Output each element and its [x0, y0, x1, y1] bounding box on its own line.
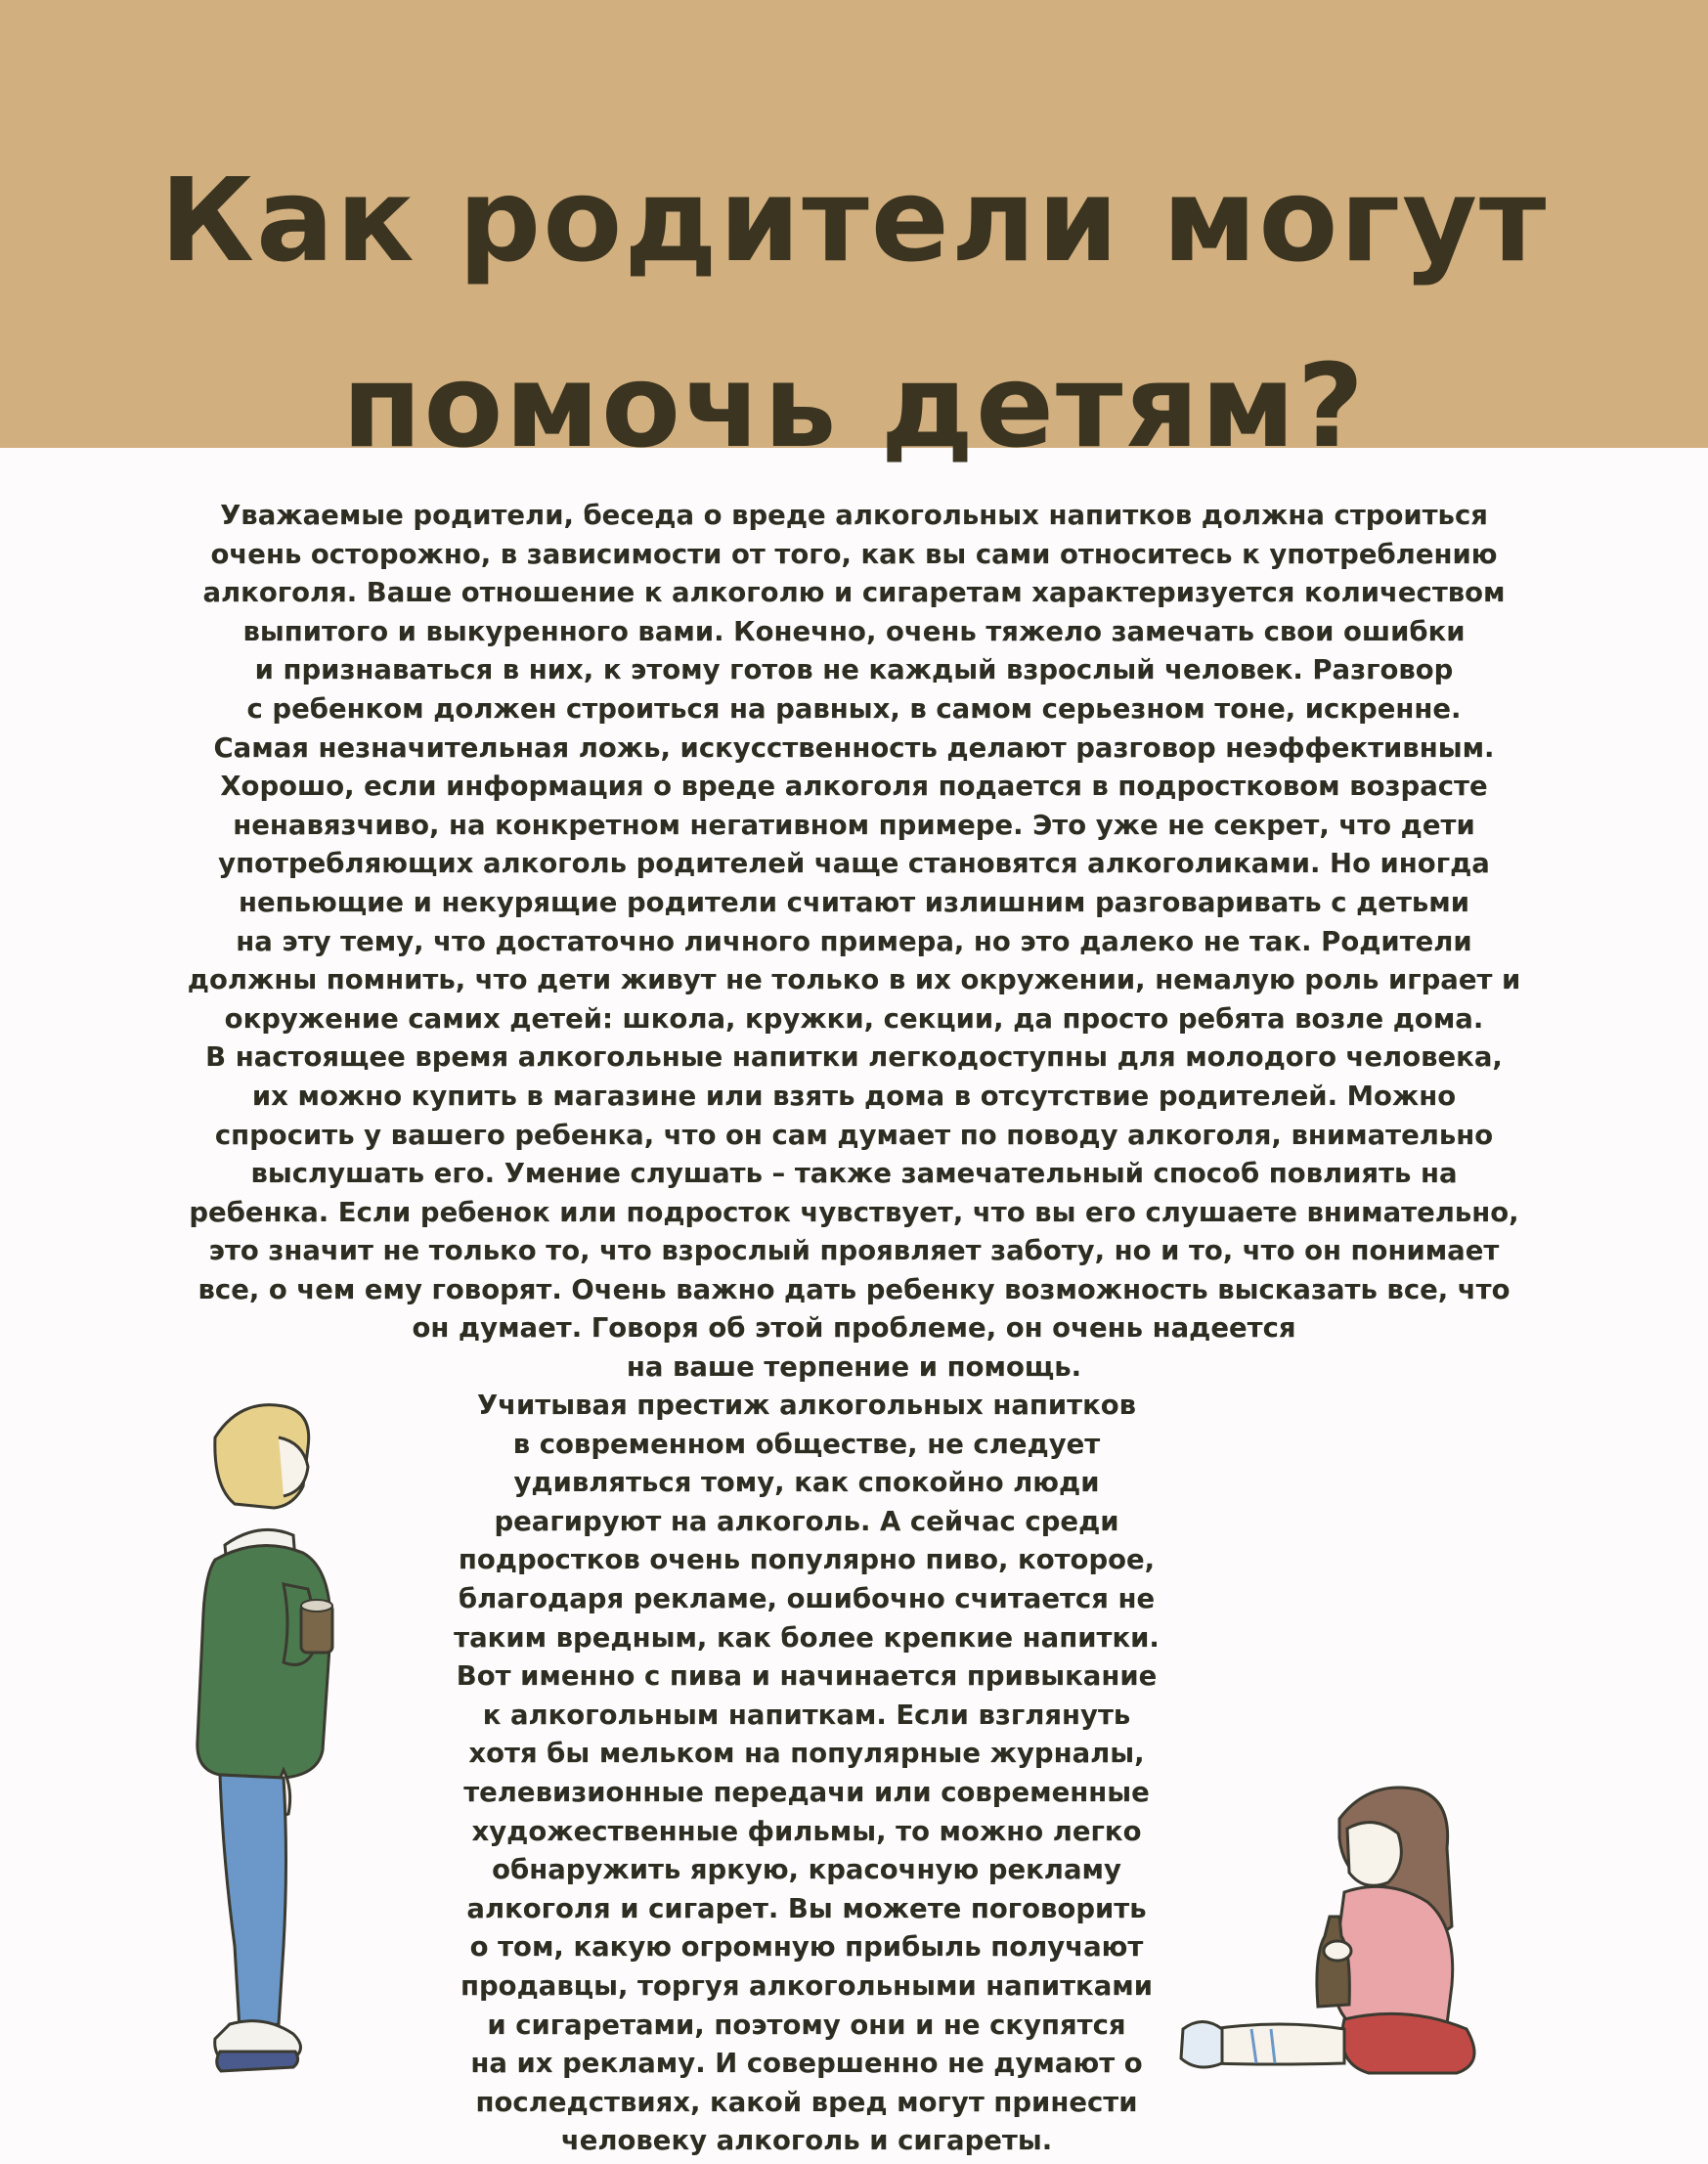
- body-line: должны помнить, что дети живут не только в их окружении, немалую роль играет и: [187, 964, 1521, 996]
- body-line: Уважаемые родители, беседа о вреде алкогольных напитков должна строиться: [220, 500, 1488, 531]
- column-line: и сигаретами, поэтому они и не скупятся: [487, 2009, 1126, 2041]
- body-line: спросить у вашего ребенка, что он сам думает по поводу алкоголя, внимательно: [214, 1119, 1494, 1151]
- column-line: о том, какую огромную прибыль получают: [469, 1931, 1144, 1964]
- body-line: все, о чем ему говорят. Очень важно дать ребенку возможность высказать все, что: [197, 1273, 1511, 1305]
- column-line: обнаружить яркую, красочную рекламу: [492, 1854, 1121, 1886]
- body-line: употребляющих алкоголь родителей чаще становятся алкоголиками. Но иногда: [218, 848, 1490, 880]
- column-line: на их рекламу. И совершенно не думают о: [470, 2048, 1143, 2080]
- column-text: [411, 1387, 1203, 2161]
- body-line: с ребенком должен строиться на равных, в самом серьезном тоне, искренне.: [246, 692, 1462, 725]
- column-line: подростков очень популярно пиво, которое,: [458, 1544, 1156, 1576]
- body-line: очень осторожно, в зависимости от того, как вы сами относитесь к употреблению: [210, 538, 1498, 570]
- column-line: человеку алкоголь и сигареты.: [560, 2125, 1053, 2157]
- body-line: выслушать его. Умение слушать – также замечательный способ повлиять на: [250, 1158, 1458, 1190]
- column-line: к алкогольным напиткам. Если взглянуть: [482, 1699, 1131, 1731]
- column-line: алкоголя и сигарет. Вы можете поговорить: [466, 1892, 1147, 1924]
- body-line: В настоящее время алкогольные напитки легкодоступны для молодого человека,: [205, 1041, 1503, 1074]
- page-title: [0, 127, 1708, 499]
- body-line: Самая незначительная ложь, искусственность делают разговор неэффективным.: [213, 731, 1495, 764]
- body-line: это значит не только то, что взрослый проявляет заботу, но и то, что он понимает: [208, 1235, 1500, 1267]
- body-line: непьющие и некурящие родители считают излишним разговаривать с детьми: [238, 886, 1470, 918]
- body-line: и признаваться в них, к этому готов не каждый взрослый человек. Разговор: [254, 654, 1454, 686]
- body-line: на эту тему, что достаточно личного примера, но это далеко не так. Родители: [236, 925, 1472, 957]
- column-line: реагируют на алкоголь. А сейчас среди: [494, 1505, 1119, 1537]
- header-banner: [0, 0, 1708, 473]
- column-line: художественные фильмы, то можно легко: [471, 1815, 1142, 1847]
- body-line: он думает. Говоря об этой проблеме, он очень надеется: [412, 1312, 1296, 1345]
- column-line: продавцы, торгуя алкогольными напитками: [460, 1969, 1154, 2002]
- boy-with-can-illustration: [186, 1398, 401, 2083]
- body-line: выпитого и выкуренного вами. Конечно, очень тяжело замечать свои ошибки: [242, 615, 1466, 647]
- title-line: Как родители могут: [159, 153, 1549, 287]
- body-line: на ваше терпение и помощь.: [626, 1351, 1082, 1384]
- body-line: их можно купить в магазине или взять дома в отсутствие родителей. Можно: [251, 1080, 1457, 1112]
- column-line: последствиях, какой вред могут принести: [475, 2086, 1138, 2118]
- body-line: окружение самих детей: школа, кружки, секции, да просто ребята возле дома.: [224, 1002, 1484, 1035]
- column-line: благодаря рекламе, ошибочно считается не: [458, 1582, 1156, 1614]
- body-line: ненавязчиво, на конкретном негативном примере. Это уже не секрет, что дети: [233, 809, 1475, 841]
- column-line: Вот именно с пива и начинается привыкание: [456, 1660, 1158, 1693]
- body-line: ребенка. Если ребенок или подросток чувствует, что вы его слушаете внимательно,: [189, 1196, 1519, 1228]
- column-line: таким вредным, как более крепкие напитки.: [454, 1621, 1160, 1654]
- girl-with-bottle-illustration: [1173, 1780, 1555, 2112]
- body-line: Хорошо, если информация о вреде алкоголя подается в подростковом возрасте: [220, 771, 1488, 803]
- body-line: алкоголя. Ваше отношение к алкоголю и сигаретам характеризуется количеством: [202, 577, 1506, 609]
- column-line: Учитывая престиж алкогольных напитков: [476, 1390, 1137, 1421]
- body-text: [147, 497, 1561, 1388]
- column-line: удивляться тому, как спокойно люди: [513, 1467, 1100, 1499]
- title-line: помочь детям?: [341, 338, 1367, 473]
- column-line: в современном обществе, не следует: [512, 1428, 1101, 1460]
- column-line: хотя бы мельком на популярные журналы,: [468, 1738, 1145, 1770]
- column-line: телевизионные передачи или современные: [463, 1776, 1150, 1808]
